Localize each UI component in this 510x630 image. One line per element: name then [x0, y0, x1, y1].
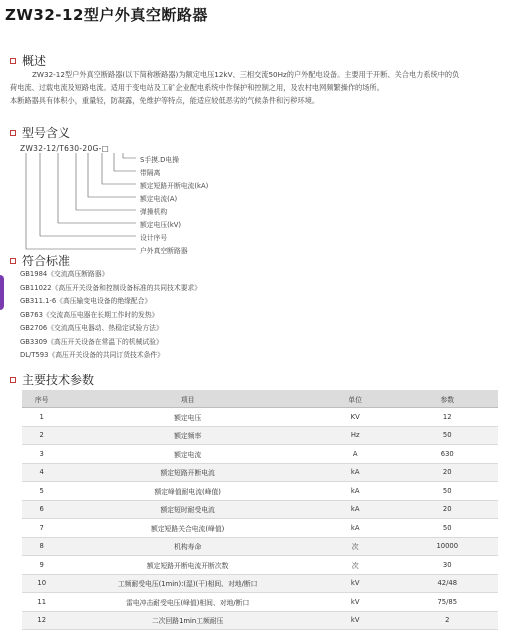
cell-item: 额定短路开断电流开断次数 — [61, 556, 314, 575]
leader-line — [114, 153, 136, 171]
leader-line — [26, 153, 136, 249]
standard-item: GB1984《交流高压断路器》 — [20, 270, 109, 278]
header-cell: 参数 — [397, 390, 498, 408]
table-row — [22, 574, 498, 593]
section-title: 型号含义 — [22, 126, 71, 140]
standard-item: GB311.1-6《高压输变电设备的绝缘配合》 — [20, 297, 152, 305]
cell-unit: kA — [314, 463, 397, 482]
standard-item: GB763《交流高压电器在长期工作时的发热》 — [20, 310, 159, 319]
standard-item: GB3309《高压开关设备在常温下的机械试验》 — [20, 337, 163, 346]
cell-unit: 次 — [314, 556, 397, 575]
page-title: ZW32-12型户外真空断路器 — [5, 6, 208, 24]
table-row — [22, 593, 498, 612]
cell-unit: kA — [314, 482, 397, 501]
model-label: S手摸.D电操 — [140, 156, 179, 164]
cell-unit: A — [314, 445, 397, 464]
leader-line — [123, 153, 136, 158]
cell-value: 20 — [397, 463, 498, 482]
standard-item: GB2706《交流高压电器动、热稳定试验方法》 — [20, 324, 163, 332]
cell-item: 额定频率 — [61, 426, 314, 445]
table-row — [22, 611, 498, 630]
leader-line — [76, 153, 136, 210]
overview-paragraph: 荷电流、过载电流及短路电流。适用于变电站及工矿企业配电系统中作保护和控制之用，及农村电网频繁操作的场所。 — [10, 83, 384, 92]
standards-list — [20, 268, 201, 363]
section-title: 概述 — [22, 54, 47, 68]
cell-index: 5 — [22, 482, 61, 501]
standard-item: GB11022《高压开关设备和控制设备标准的共同技术要求》 — [20, 283, 202, 292]
table-row — [22, 519, 498, 538]
cell-index: 3 — [22, 445, 61, 464]
model-code: ZW32-12/T630-20G-□ — [20, 144, 110, 153]
cell-index: 9 — [22, 556, 61, 575]
tech-params-table — [22, 390, 498, 630]
cell-item: 额定短时耐受电流 — [61, 500, 314, 519]
cell-index: 6 — [22, 500, 61, 519]
cell-item: 额定短路开断电流 — [61, 463, 314, 482]
leader-line — [88, 153, 136, 197]
standard-item: DL/T593《高压开关设备的共同订货技术条件》 — [20, 351, 164, 359]
section-heading-standards — [10, 252, 70, 269]
table-row — [22, 426, 498, 445]
cell-value: 75/85 — [397, 593, 498, 612]
cell-item: 工频耐受电压(1min):(湿)(干)相间、对地/断口 — [61, 574, 314, 593]
cell-item: 二次回路1min工频耐压 — [61, 611, 314, 630]
cell-index: 11 — [22, 593, 61, 612]
cell-unit: kA — [314, 519, 397, 538]
model-label: 额定电压(kV) — [140, 221, 182, 229]
cell-value: 50 — [397, 482, 498, 501]
overview-paragraph: 本断路器具有体积小，重量轻，防凝露，免维护等特点，能适应较低恶劣的气候条件和污秽环境。 — [10, 96, 320, 105]
cell-item: 额定电流 — [61, 445, 314, 464]
header-cell: 单位 — [314, 390, 397, 408]
table-row — [22, 445, 498, 464]
cell-value: 50 — [397, 426, 498, 445]
cell-index: 7 — [22, 519, 61, 538]
model-label: 户外真空断路器 — [140, 247, 188, 255]
cell-value: 50 — [397, 519, 498, 538]
cell-index: 12 — [22, 611, 61, 630]
table-row — [22, 500, 498, 519]
cell-unit: kV — [314, 574, 397, 593]
cell-index: 2 — [22, 426, 61, 445]
table-row — [22, 556, 498, 575]
cell-value: 12 — [397, 408, 498, 427]
cell-value: 30 — [397, 556, 498, 575]
section-marker-icon — [10, 258, 16, 264]
table-header-row — [22, 390, 498, 408]
cell-unit: 次 — [314, 537, 397, 556]
cell-unit: Hz — [314, 426, 397, 445]
cell-index: 4 — [22, 463, 61, 482]
cell-value: 20 — [397, 500, 498, 519]
leader-line — [58, 153, 136, 223]
cell-index: 1 — [22, 408, 61, 427]
section-title: 主要技术参数 — [22, 373, 95, 387]
cell-unit: KV — [314, 408, 397, 427]
model-label: 设计序号 — [140, 234, 168, 242]
model-label: 弹操机构 — [140, 208, 168, 216]
header-cell: 项目 — [61, 390, 314, 408]
section-marker-icon — [10, 377, 16, 383]
table-row — [22, 482, 498, 501]
cell-index: 10 — [22, 574, 61, 593]
cell-unit: kV — [314, 611, 397, 630]
model-label: 带隔离 — [140, 169, 161, 177]
model-label: 额定短路开断电流(kA) — [140, 182, 209, 190]
cell-unit: kV — [314, 593, 397, 612]
cell-value: 42/48 — [397, 574, 498, 593]
leader-line — [102, 153, 136, 184]
table-row — [22, 537, 498, 556]
section-heading-tech-params — [10, 371, 94, 388]
cell-value: 10000 — [397, 537, 498, 556]
cell-item: 机构寿命 — [61, 537, 314, 556]
cell-index: 8 — [22, 537, 61, 556]
cell-item: 额定电压 — [61, 408, 314, 427]
header-cell: 序号 — [22, 390, 61, 408]
table-row — [22, 408, 498, 427]
model-label: 额定电流(A) — [140, 195, 178, 203]
cell-unit: kA — [314, 500, 397, 519]
side-tab-decoration — [0, 275, 4, 310]
cell-item: 额定短路关合电流(峰值) — [61, 519, 314, 538]
section-title: 符合标准 — [22, 254, 71, 268]
cell-value: 2 — [397, 611, 498, 630]
cell-value: 630 — [397, 445, 498, 464]
cell-item: 雷电冲击耐受电压(峰值)相间、对地/断口 — [61, 593, 314, 612]
overview-paragraph: ZW32-12型户外真空断路器(以下简称断路器)为额定电压12kV、三相交流50Hz的户外配电设备。主要用于开断、关合电力系统中的负 — [32, 70, 460, 79]
cell-item: 额定峰值耐电流(峰值) — [61, 482, 314, 501]
table-row — [22, 463, 498, 482]
